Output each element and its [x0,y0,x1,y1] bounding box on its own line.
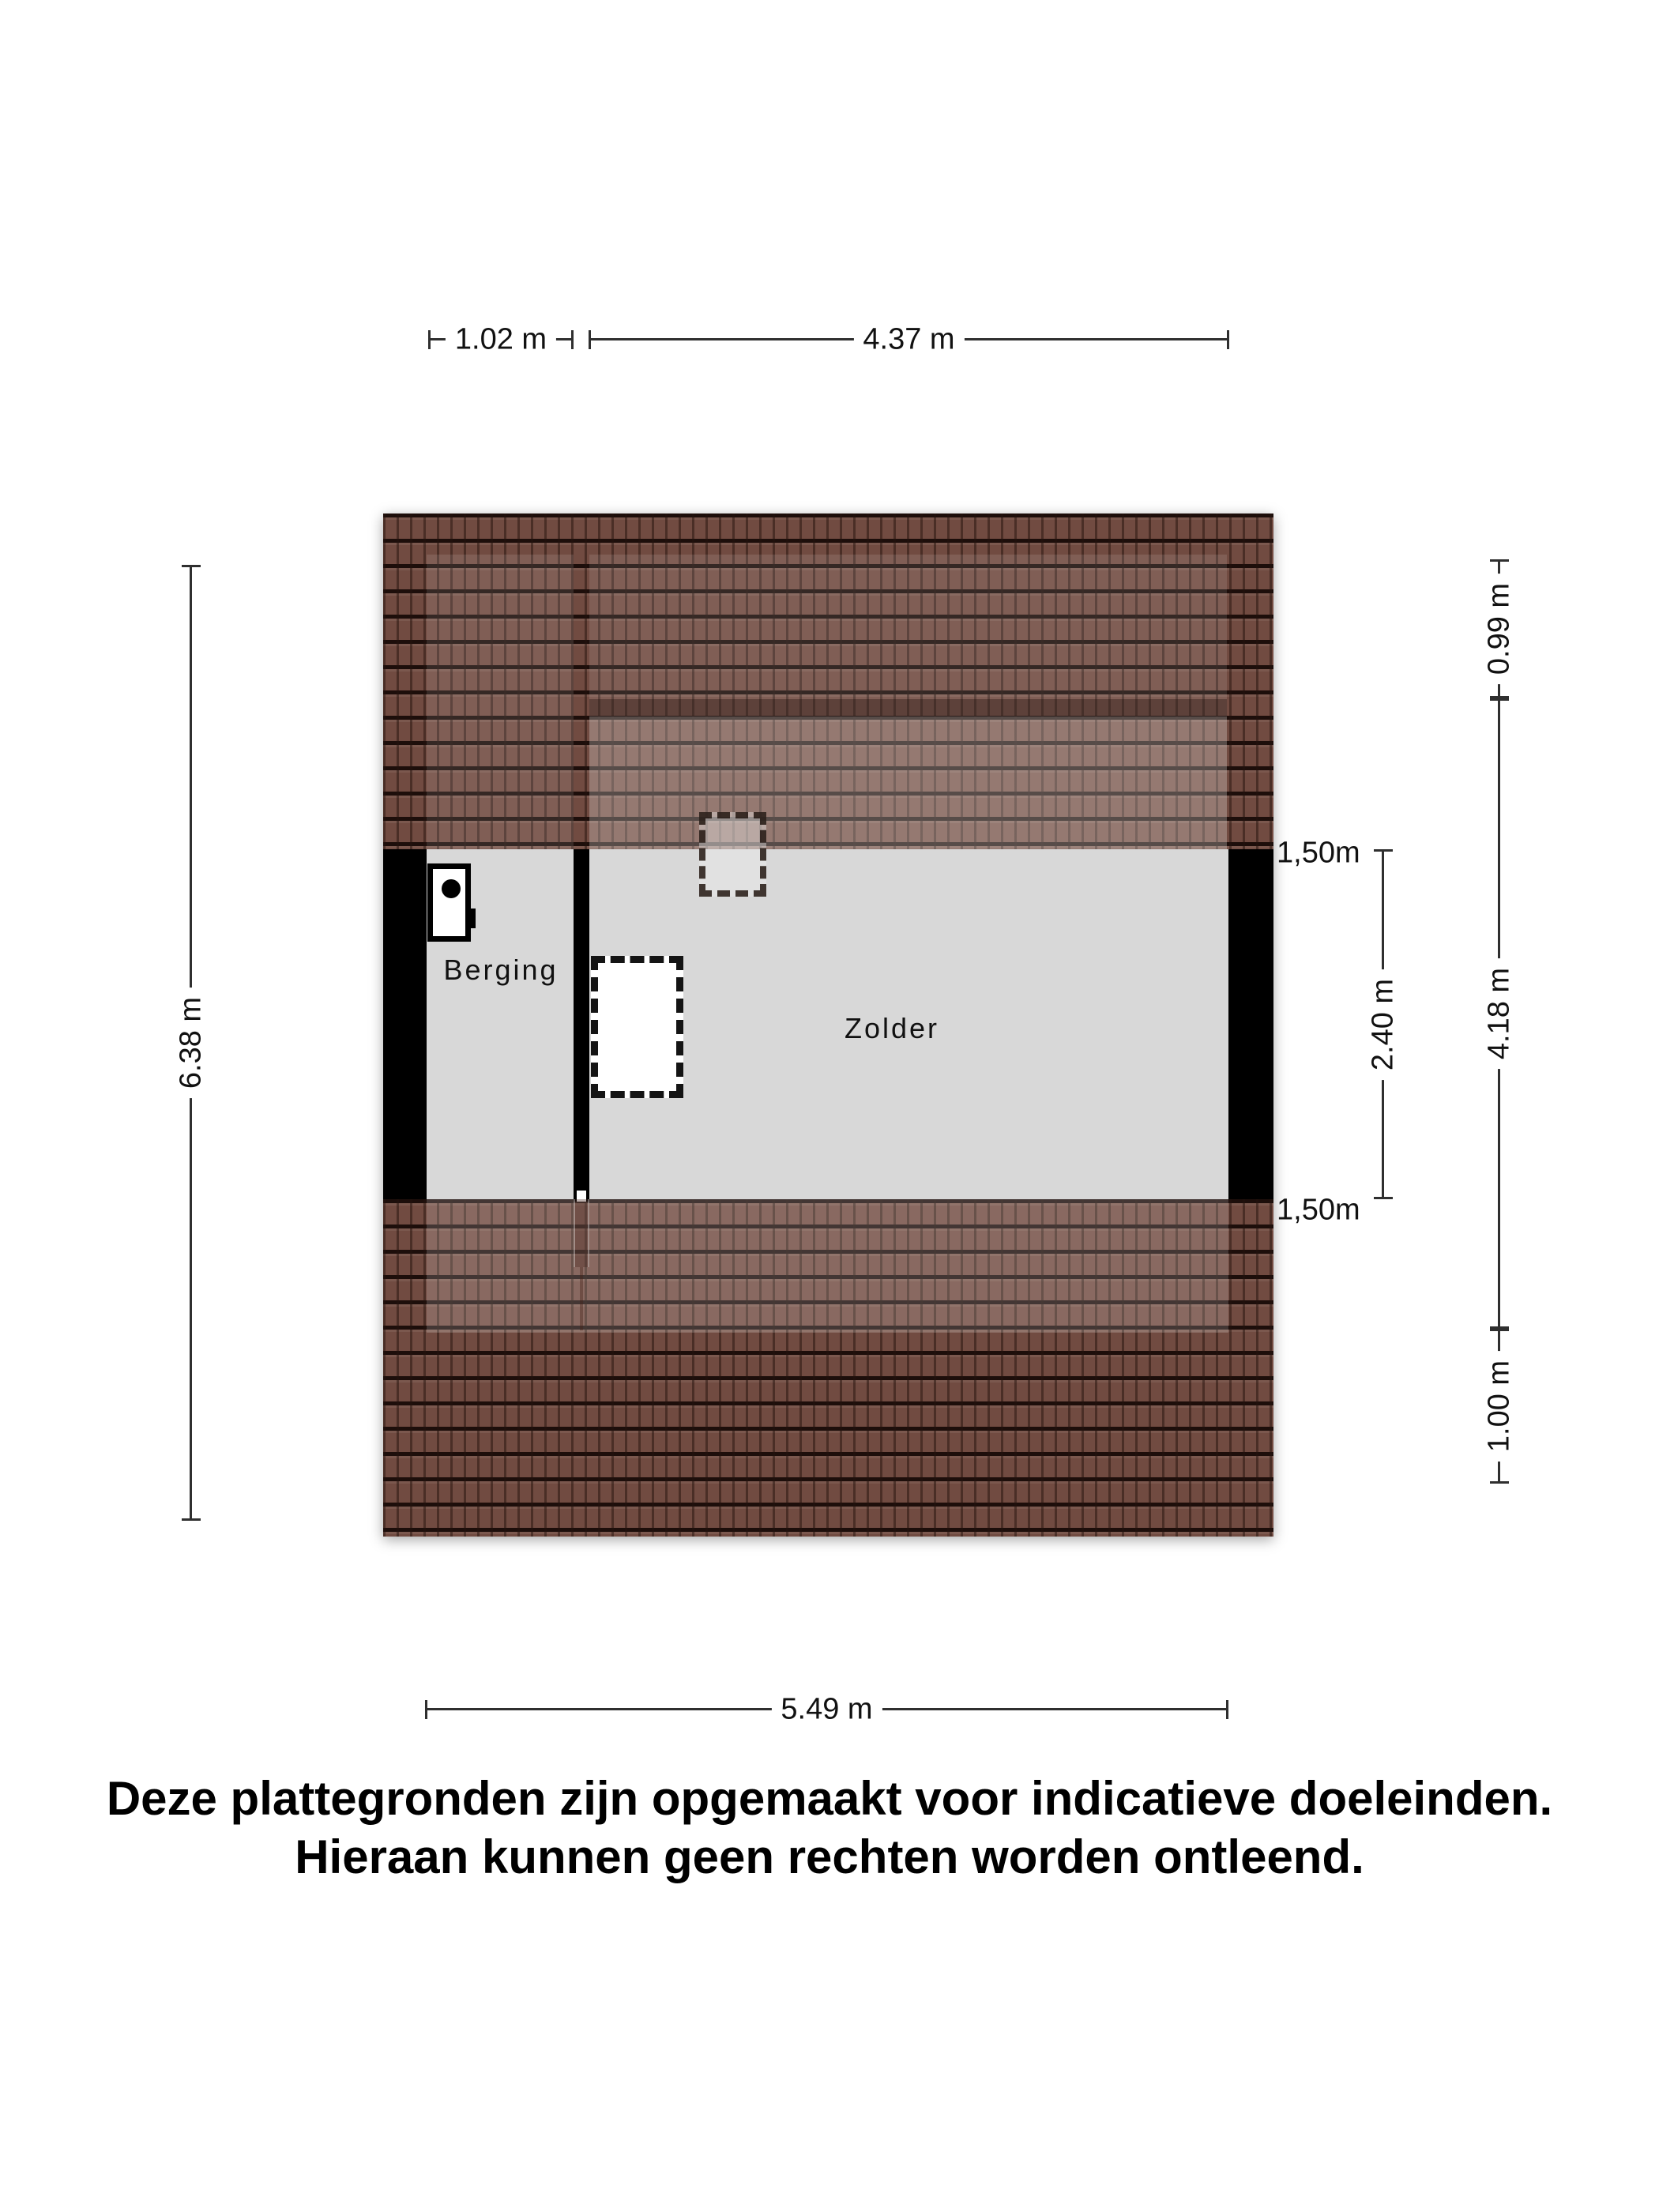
skylight-dashed [699,812,766,897]
dimension-right-outer-bottom [1482,1329,1516,1484]
room-label-zolder: Zolder [844,1012,940,1044]
roof-bottom-section [383,1199,1273,1537]
room-label-berging: Berging [443,954,559,986]
dimension-right-outer-top [1482,559,1516,698]
roof-bottom-overlay [427,1199,1228,1333]
wall-right [1228,849,1273,1199]
dimension-right-outer-middle [1482,698,1516,1329]
boiler-icon [427,863,471,942]
roof-overlay-left-column [427,555,574,849]
wall-divider [574,849,589,1191]
wall-divider-roof-line [580,1267,583,1330]
roof-top-section [383,514,1273,849]
dimension-right-outer-bottom-label: 1.00 m [1483,1351,1517,1462]
dimension-right-inner [1366,849,1400,1199]
roof-ridge-shadow [589,699,1227,717]
boiler-dot-icon [442,879,461,898]
wall-left [383,849,427,1199]
dimension-right-outer-top-label: 0.99 m [1483,574,1517,684]
dimension-top-left [428,322,574,356]
disclaimer-line-1: Deze plattegronden zijn opgemaakt voor indicatieve doeleinden. [106,1772,1553,1825]
disclaimer-text [0,1770,1659,1887]
dimension-top-right-label: 4.37 m [853,323,964,357]
boiler-tab-icon [470,908,476,928]
stair-opening-dashed [591,956,683,1098]
dimension-right-inner-label: 2.40 m [1367,969,1401,1079]
dimension-left-label: 6.38 m [175,988,209,1098]
attic-floor [427,849,1228,1199]
dimension-bottom-label: 5.49 m [771,1693,882,1727]
disclaimer-line-2: Hieraan kunnen geen rechten worden ontleend. [295,1830,1364,1883]
roof-lower-slope-overlay [589,717,1227,849]
wall-divider-roof-shadow [574,1199,589,1267]
dimension-right-outer-middle-label: 4.18 m [1483,958,1517,1069]
dimension-left [174,565,208,1521]
dimension-top-right [589,322,1229,356]
headroom-label-bottom: 1,50m [1277,1193,1360,1227]
headroom-label-top: 1,50m [1277,836,1360,870]
dimension-bottom [425,1692,1228,1726]
floorplan-attic [383,514,1273,1537]
dimension-top-left-label: 1.02 m [446,323,556,357]
